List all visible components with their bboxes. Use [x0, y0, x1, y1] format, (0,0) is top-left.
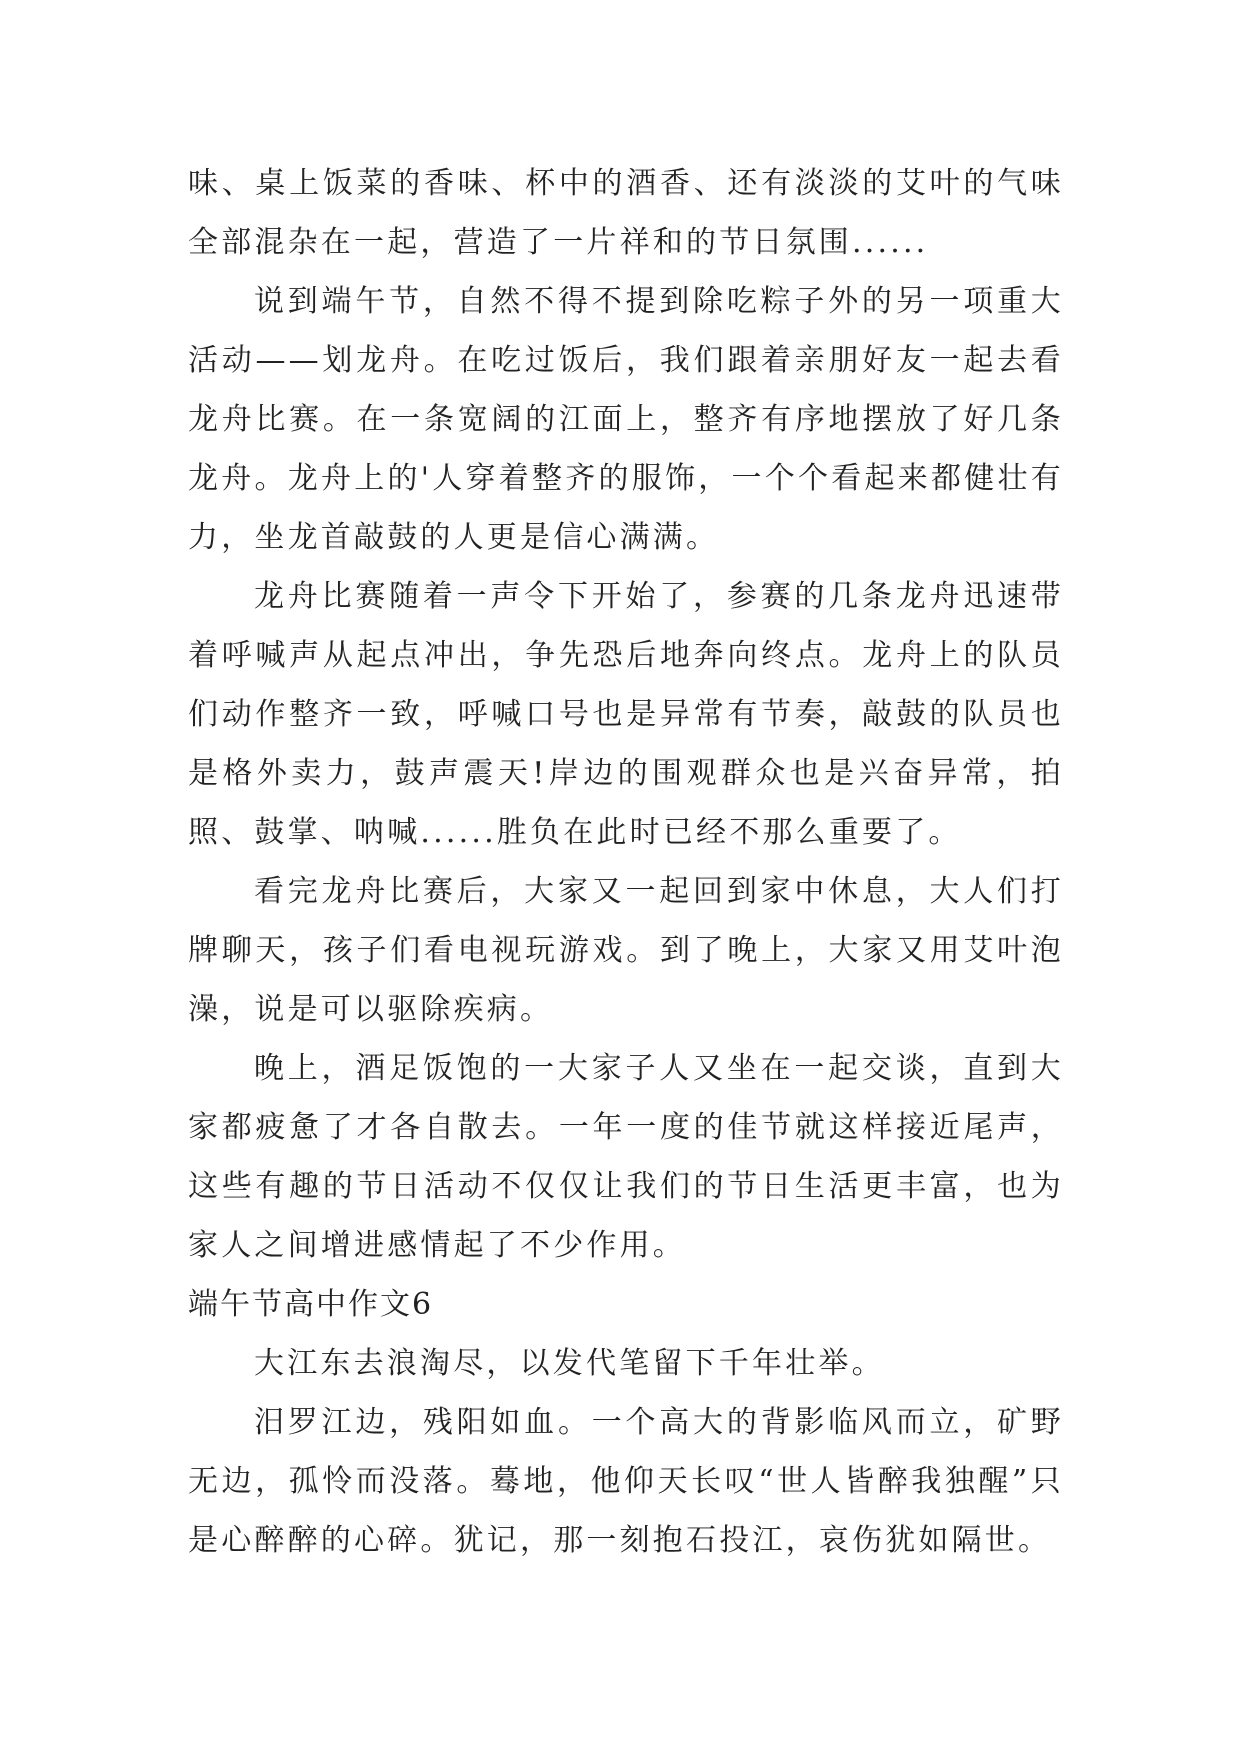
paragraph-dragon-boat-race: 龙舟比赛随着一声令下开始了，参赛的几条龙舟迅速带着呼喊声从起点冲出，争先恐后地奔向终点。龙舟上的队员们动作整齐一致，呼喊口号也是异常有节奏，敲鼓的队员也是格外卖力，鼓声震天!岸边的围观群众也是兴奋异常，拍照、鼓掌、呐喊......胜负在此时已经不那么重要了。 — [188, 579, 1064, 850]
essay-heading: 端午节高中作文6 — [188, 1287, 434, 1322]
document-page — [188, 154, 1064, 1570]
paragraph-miluo-river: 汨罗江边，残阳如血。一个高大的背影临风而立，矿野无边，孤怜而没落。蓦地，他仰天长叹“世人皆醉我独醒”只是心醉醉的心碎。犹记，那一刻抱石投江，哀伤犹如隔世。 — [188, 1405, 1064, 1558]
paragraph-river-east: 大江东去浪淘尽，以发代笔留下千年壮举。 — [254, 1346, 885, 1381]
paragraph-after-race: 看完龙舟比赛后，大家又一起回到家中休息，大人们打牌聊天，孩子们看电视玩游戏。到了晚上，大家又用艾叶泡澡，说是可以驱除疾病。 — [188, 874, 1064, 1027]
paragraph-continuation: 味、桌上饭菜的香味、杯中的酒香、还有淡淡的艾叶的气味全部混杂在一起，营造了一片祥和的节日氛围...... — [188, 166, 1064, 260]
paragraph-evening: 晚上，酒足饭饱的一大家子人又坐在一起交谈，直到大家都疲惫了才各自散去。一年一度的佳节就这样接近尾声，这些有趣的节日活动不仅仅让我们的节日生活更丰富，也为家人之间增进感情起了不少作用。 — [188, 1051, 1064, 1263]
paragraph-dragon-boat-intro: 说到端午节，自然不得不提到除吃粽子外的另一项重大活动——划龙舟。在吃过饭后，我们跟着亲朋好友一起去看龙舟比赛。在一条宽阔的江面上，整齐有序地摆放了好几条龙舟。龙舟上的'人穿着整齐的服饰，一个个看起来都健壮有力，坐龙首敲鼓的人更是信心满满。 — [188, 284, 1064, 555]
